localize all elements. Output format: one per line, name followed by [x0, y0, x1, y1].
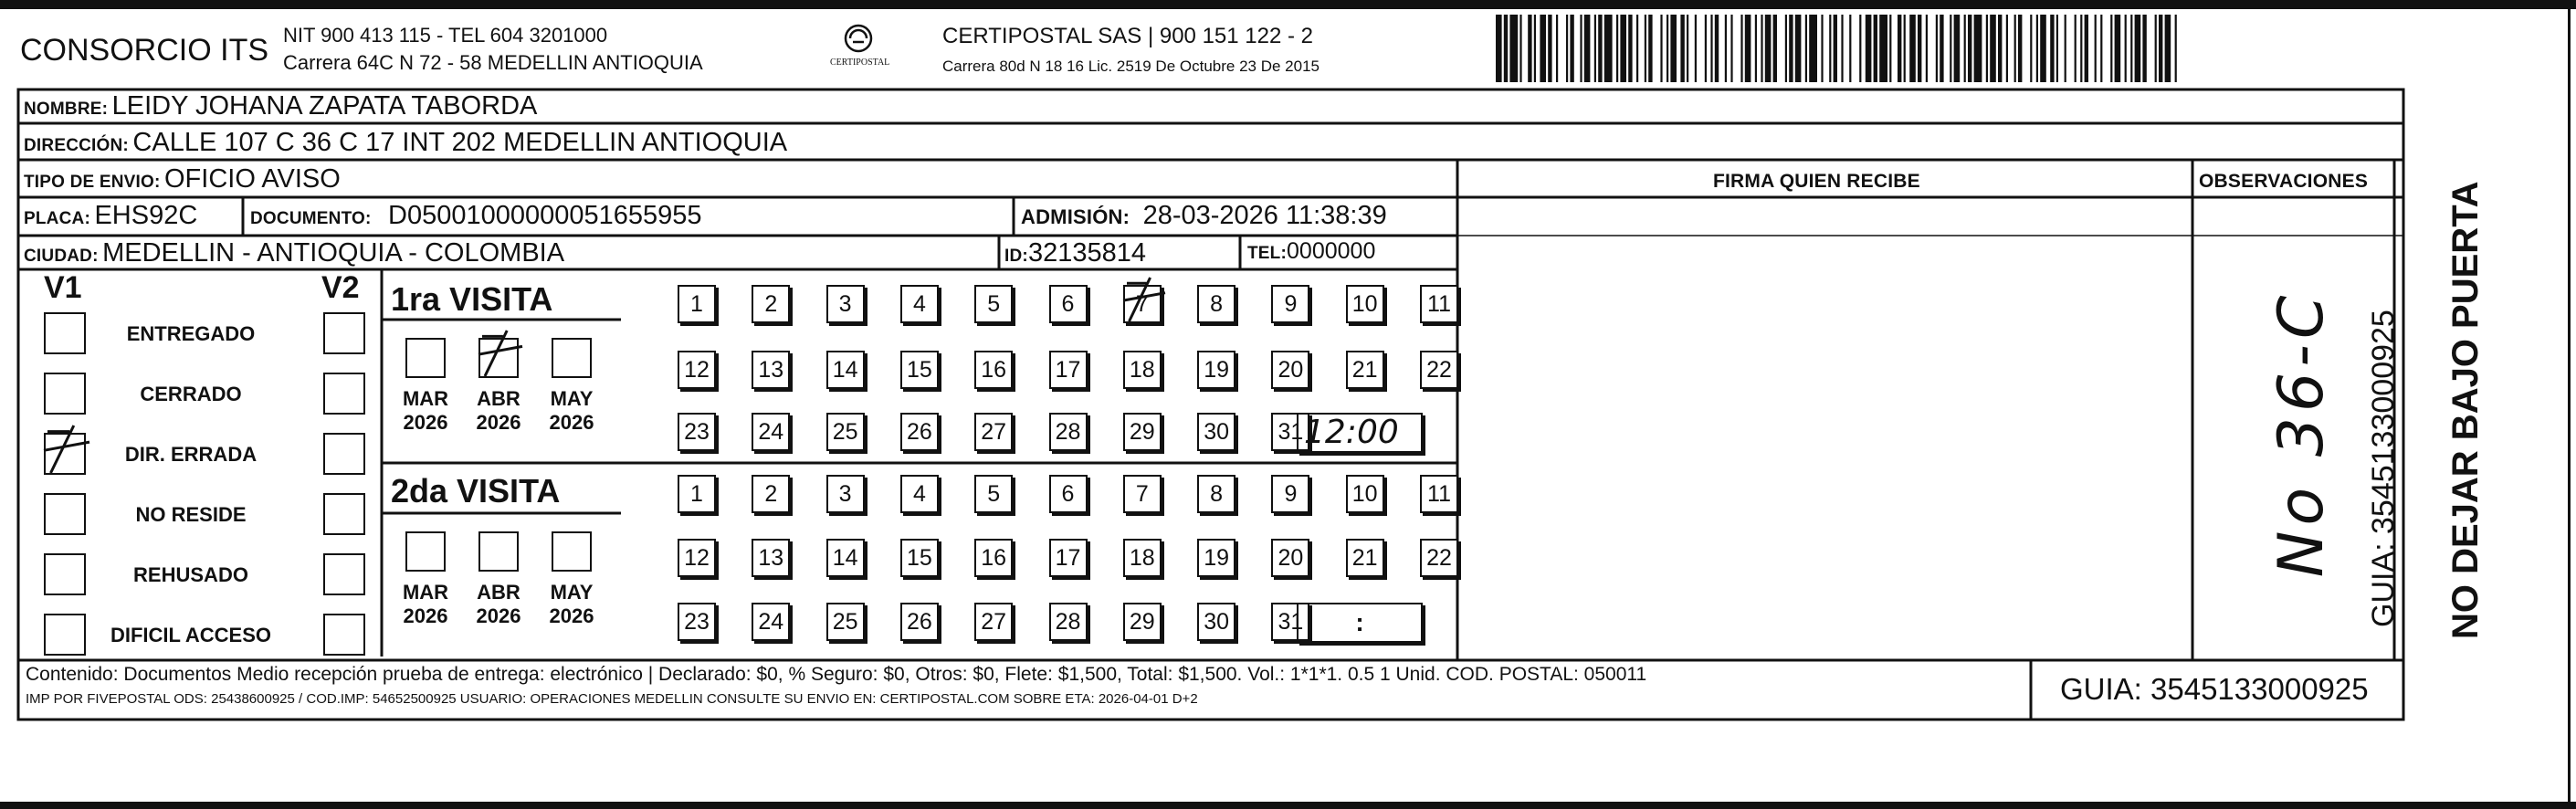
nombre-label: NOMBRE: [24, 100, 109, 119]
plate-number: EHS92C [94, 201, 198, 230]
day-box[interactable] [678, 539, 716, 577]
year-label: 2026 [476, 411, 521, 434]
day-number: 26 [906, 418, 932, 445]
status-option-label: DIFICIL ACCESO [110, 624, 271, 646]
month-checkbox[interactable] [405, 531, 446, 572]
day-number: 5 [987, 290, 1001, 317]
footer-contents: Contenido: Documentos Medio recepción prueba de entrega: electrónico | Declarado: $0, % Seguro: $0, Otros: $0, Flete: $1,500, Total: $1,500. Vol.: 1*1*1. 0.5 1 Unid. COD. POSTAL: 050011 [26, 664, 1647, 685]
certipostal-logo: CERTIPOSTAL [826, 22, 890, 77]
day-number: 17 [1055, 544, 1081, 571]
day-box[interactable] [1420, 539, 1458, 577]
admission-date: 28-03-2026 11:38:39 [1142, 201, 1387, 230]
admision-label: ADMISIÓN: [1021, 205, 1130, 228]
month-checkbox[interactable] [478, 338, 519, 378]
side-guia: GUIA: 3545133000925 [2366, 310, 2401, 627]
day-box[interactable] [678, 603, 716, 641]
company-nit: NIT 900 413 115 - TEL 604 3201000 [283, 24, 608, 47]
v2-label: V2 [321, 270, 360, 305]
day-number: 9 [1284, 290, 1298, 317]
day-box[interactable] [974, 285, 1013, 323]
shipment-type: OFICIO AVISO [164, 164, 341, 194]
day-box[interactable] [1271, 285, 1309, 323]
day-number: 11 [1427, 290, 1451, 317]
first-visit-title: 1ra VISITA [391, 280, 553, 318]
day-number: 19 [1204, 544, 1229, 571]
day-box[interactable] [1346, 285, 1384, 323]
recipient-tel: 0000000 [1287, 238, 1376, 264]
recipient-address: CALLE 107 C 36 C 17 INT 202 MEDELLIN ANTIOQUIA [132, 128, 788, 157]
month-label: ABR [477, 387, 520, 410]
day-box[interactable] [1197, 351, 1235, 389]
side-warning: NO DEJAR BAJO PUERTA [2445, 181, 2486, 639]
day-number: 27 [981, 608, 1007, 635]
day-number: 20 [1277, 356, 1304, 383]
day-number: 18 [1129, 544, 1155, 571]
day-box[interactable] [826, 539, 865, 577]
recipient-name: LEIDY JOHANA ZAPATA TABORDA [111, 91, 538, 121]
certipostal-address: Carrera 80d N 18 16 Lic. 2519 De Octubre 23 De 2015 [942, 58, 1320, 75]
day-box[interactable] [752, 603, 790, 641]
day-number: 10 [1351, 480, 1378, 507]
day-box[interactable] [900, 285, 939, 323]
day-box[interactable] [900, 603, 939, 641]
day-box[interactable] [974, 475, 1013, 513]
day-number: 31 [1277, 608, 1304, 635]
v1-label: V1 [44, 270, 82, 305]
day-number: 19 [1204, 356, 1229, 383]
month-checkbox[interactable] [478, 531, 519, 572]
status-option-label: REHUSADO [133, 563, 248, 586]
day-number: 6 [1061, 290, 1075, 317]
firma-header: FIRMA QUIEN RECIBE [1713, 171, 1920, 192]
day-box[interactable] [1197, 539, 1235, 577]
day-box[interactable] [1123, 603, 1162, 641]
month-label: MAY [550, 581, 594, 604]
day-number: 15 [906, 356, 932, 383]
first-visit-time: 12:00 [1304, 414, 1399, 451]
day-box[interactable] [752, 351, 790, 389]
day-number: 22 [1426, 356, 1452, 383]
day-box[interactable] [1197, 413, 1235, 451]
day-number: 14 [832, 356, 858, 383]
day-number: 30 [1204, 608, 1229, 635]
day-number: 11 [1427, 480, 1451, 507]
year-label: 2026 [549, 604, 594, 627]
year-label: 2026 [403, 604, 448, 627]
day-number: 8 [1210, 290, 1224, 317]
day-number: 1 [690, 480, 703, 507]
company-name: CONSORCIO ITS [20, 33, 269, 68]
day-number: 16 [981, 544, 1007, 571]
day-number: 22 [1426, 544, 1452, 571]
tel-label: TEL: [1247, 244, 1288, 263]
day-number: 27 [981, 418, 1007, 445]
day-box[interactable] [826, 603, 865, 641]
status-option-label: DIR. ERRADA [124, 443, 258, 466]
day-number: 25 [832, 418, 858, 445]
day-box[interactable] [1271, 351, 1309, 389]
day-box[interactable] [1049, 351, 1088, 389]
day-box[interactable] [678, 475, 716, 513]
day-box[interactable] [1049, 285, 1088, 323]
day-number: 7 [1135, 290, 1149, 317]
day-box[interactable] [1049, 413, 1088, 451]
day-number: 28 [1055, 418, 1081, 445]
handwritten-observation: No 36-C [2265, 289, 2338, 578]
day-box[interactable] [826, 285, 865, 323]
day-box[interactable] [1123, 475, 1162, 513]
day-number: 28 [1055, 608, 1081, 635]
day-box[interactable] [752, 285, 790, 323]
day-number: 8 [1210, 480, 1224, 507]
day-box[interactable] [1420, 285, 1458, 323]
day-number: 15 [906, 544, 932, 571]
direccion-label: DIRECCIÓN: [24, 136, 129, 155]
day-number: 12 [684, 356, 710, 383]
day-box[interactable] [1271, 539, 1309, 577]
ciudad-label: CIUDAD: [24, 247, 99, 266]
day-box[interactable] [1123, 351, 1162, 389]
day-box[interactable] [974, 413, 1013, 451]
day-number: 12 [684, 544, 710, 571]
day-number: 21 [1351, 544, 1378, 571]
day-box[interactable] [1271, 475, 1309, 513]
month-label: MAR [402, 387, 449, 410]
footer-print-info: IMP POR FIVEPOSTAL ODS: 25438600925 / COD.IMP: 54652500925 USUARIO: OPERACIONES MEDELLIN CONSULTE SU ENVIO EN: CERTIPOSTAL.COM SOBRE ETA: 2026-04-01 D+2 [26, 691, 1198, 707]
month-checkbox[interactable] [405, 338, 446, 378]
day-box[interactable] [900, 475, 939, 513]
day-number: 13 [758, 356, 784, 383]
check-mark [1120, 279, 1158, 318]
month-label: MAY [550, 387, 594, 410]
day-box[interactable] [678, 413, 716, 451]
day-box[interactable] [1346, 475, 1384, 513]
day-number: 21 [1351, 356, 1378, 383]
month-checkbox[interactable] [552, 338, 592, 378]
day-box[interactable] [826, 413, 865, 451]
status-option-label: CERRADO [140, 383, 242, 405]
day-box[interactable] [752, 475, 790, 513]
day-box[interactable] [900, 539, 939, 577]
day-box[interactable] [678, 285, 716, 323]
day-box[interactable] [1346, 539, 1384, 577]
day-box[interactable] [1197, 475, 1235, 513]
day-box[interactable] [974, 351, 1013, 389]
day-number: 2 [764, 480, 778, 507]
document-number: D05001000000051655955 [388, 201, 702, 230]
day-number: 29 [1129, 418, 1155, 445]
day-number: 10 [1351, 290, 1378, 317]
day-box[interactable] [826, 475, 865, 513]
day-number: 23 [684, 608, 710, 635]
month-label: MAR [402, 581, 449, 604]
day-box[interactable] [752, 413, 790, 451]
second-visit-title: 2da VISITA [391, 472, 561, 510]
day-number: 13 [758, 544, 784, 571]
day-box[interactable] [1197, 603, 1235, 641]
documento-label: DOCUMENTO: [250, 209, 372, 228]
day-number: 20 [1277, 544, 1304, 571]
day-number: 7 [1135, 480, 1149, 507]
day-box[interactable] [1049, 539, 1088, 577]
city: MEDELLIN - ANTIOQUIA - COLOMBIA [102, 238, 565, 268]
id-label: ID: [1004, 247, 1028, 266]
footer-guia: GUIA: 3545133000925 [2060, 672, 2369, 706]
day-box[interactable] [1420, 351, 1458, 389]
day-box[interactable] [826, 351, 865, 389]
placa-label: PLACA: [24, 209, 90, 228]
day-number: 18 [1129, 356, 1155, 383]
certipostal-info: CERTIPOSTAL SAS | 900 151 122 - 2 [942, 24, 1313, 48]
day-number: 1 [690, 290, 703, 317]
day-box[interactable] [752, 539, 790, 577]
day-box[interactable] [1123, 413, 1162, 451]
day-number: 26 [906, 608, 932, 635]
second-visit-time-box[interactable] [1297, 603, 1423, 643]
tipo-label: TIPO DE ENVIO: [24, 173, 161, 192]
year-label: 2026 [549, 411, 594, 434]
day-number: 5 [987, 480, 1001, 507]
day-box[interactable] [678, 351, 716, 389]
day-number: 24 [758, 418, 784, 445]
status-option-label: NO RESIDE [135, 503, 247, 526]
day-number: 6 [1061, 480, 1075, 507]
day-box[interactable] [1049, 475, 1088, 513]
day-number: 3 [838, 480, 852, 507]
day-box[interactable] [1123, 285, 1162, 323]
year-label: 2026 [476, 604, 521, 627]
day-number: 2 [764, 290, 778, 317]
first-visit-time-box[interactable] [1297, 413, 1423, 453]
recipient-id: 32135814 [1027, 238, 1146, 268]
day-number: 9 [1284, 480, 1298, 507]
day-number: 24 [758, 608, 784, 635]
day-number: 23 [684, 418, 710, 445]
day-number: 4 [912, 290, 926, 317]
day-box[interactable] [1346, 351, 1384, 389]
day-number: 16 [981, 356, 1007, 383]
day-number: 17 [1055, 356, 1081, 383]
day-number: 14 [832, 544, 858, 571]
month-label: ABR [477, 581, 520, 604]
second-visit-time: : [1355, 608, 1364, 636]
day-box[interactable] [900, 351, 939, 389]
day-box[interactable] [1197, 285, 1235, 323]
day-number: 29 [1129, 608, 1155, 635]
month-checkbox[interactable] [552, 531, 592, 572]
day-number: 25 [832, 608, 858, 635]
day-number: 3 [838, 290, 852, 317]
day-box[interactable] [974, 539, 1013, 577]
day-box[interactable] [974, 603, 1013, 641]
day-box[interactable] [1420, 475, 1458, 513]
day-box[interactable] [1049, 603, 1088, 641]
observaciones-header: OBSERVACIONES [2199, 171, 2369, 192]
check-mark [475, 332, 515, 373]
year-label: 2026 [403, 411, 448, 434]
day-number: 4 [912, 480, 926, 507]
day-box[interactable] [1123, 539, 1162, 577]
status-option-label: ENTREGADO [126, 322, 256, 345]
day-number: 31 [1277, 418, 1304, 445]
day-number: 30 [1204, 418, 1229, 445]
company-address: Carrera 64C N 72 - 58 MEDELLIN ANTIOQUIA [283, 51, 703, 74]
day-box[interactable] [900, 413, 939, 451]
